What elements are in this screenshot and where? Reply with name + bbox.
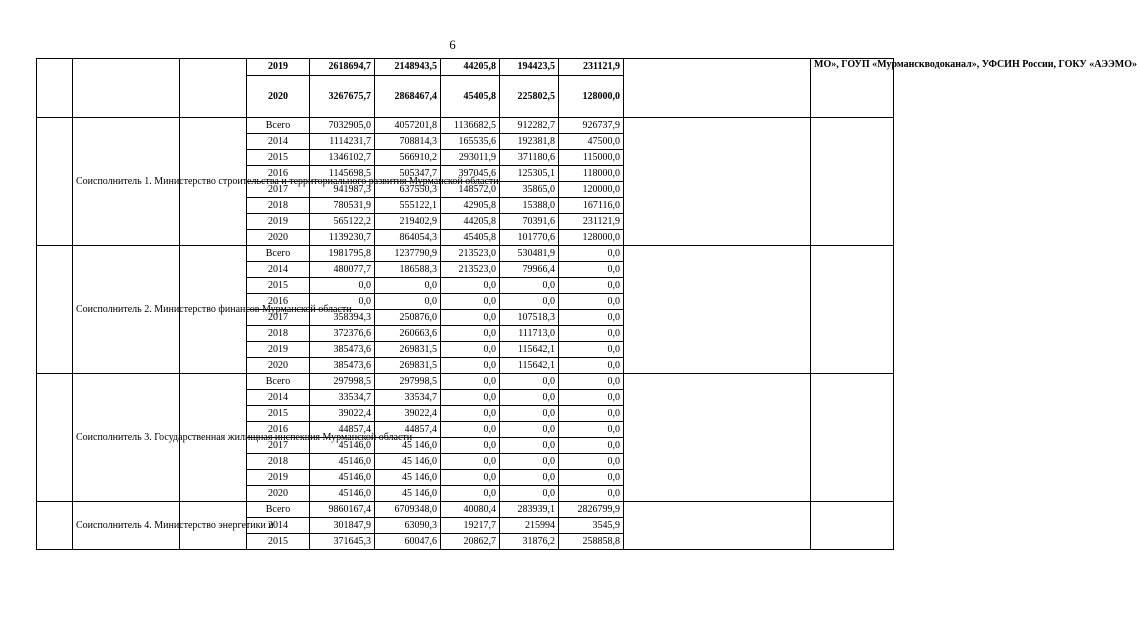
table-row [37,59,894,76]
amount-cell: 912282,7 [500,118,559,134]
amount-cell: 44205,8 [441,214,500,230]
amount-cell: 0,0 [441,454,500,470]
amount-cell: 0,0 [559,278,624,294]
amount-cell: 45146,0 [310,486,375,502]
amount-cell: 44205,8 [441,59,500,76]
amount-cell: 60047,6 [375,534,441,550]
amount-cell: 3545,9 [559,518,624,534]
amount-cell: 397045,6 [441,166,500,182]
amount-cell: 0,0 [559,422,624,438]
amount-cell: 167116,0 [559,198,624,214]
amount-cell: 566910,2 [375,150,441,166]
amount-cell: 0,0 [559,310,624,326]
empty-cell [180,59,247,118]
empty-cell [811,374,894,502]
amount-cell: 107518,3 [500,310,559,326]
amount-cell: 250876,0 [375,310,441,326]
amount-cell: 225802,5 [500,76,559,118]
amount-cell: 0,0 [500,374,559,390]
amount-cell: 35865,0 [500,182,559,198]
amount-cell: 186588,3 [375,262,441,278]
amount-cell: 115642,1 [500,342,559,358]
amount-cell: 0,0 [500,278,559,294]
amount-cell: 2618694,7 [310,59,375,76]
year-cell: 2019 [247,342,310,358]
amount-cell: 45146,0 [310,454,375,470]
empty-cell [624,118,811,246]
amount-cell: 45 146,0 [375,486,441,502]
amount-cell: 565122,2 [310,214,375,230]
amount-cell: 0,0 [559,454,624,470]
amount-cell: 1145698,5 [310,166,375,182]
index-cell [37,502,73,550]
amount-cell: 219402,9 [375,214,441,230]
amount-cell: 33534,7 [375,390,441,406]
amount-cell: 0,0 [441,294,500,310]
amount-cell: 165535,6 [441,134,500,150]
amount-cell: 0,0 [441,310,500,326]
amount-cell: 0,0 [559,294,624,310]
amount-cell: 45146,0 [310,438,375,454]
amount-cell: 555122,1 [375,198,441,214]
amount-cell: 213523,0 [441,262,500,278]
year-cell: 2020 [247,486,310,502]
amount-cell: 283939,1 [500,502,559,518]
amount-cell: 47500,0 [559,134,624,150]
amount-cell: 926737,9 [559,118,624,134]
amount-cell: 385473,6 [310,358,375,374]
amount-cell: 269831,5 [375,358,441,374]
amount-cell: 101770,6 [500,230,559,246]
amount-cell: 0,0 [441,326,500,342]
empty-cell [624,502,811,550]
empty-cell [624,374,811,502]
year-cell: 2017 [247,438,310,454]
amount-cell: 0,0 [441,470,500,486]
amount-cell: 128000,0 [559,230,624,246]
amount-cell: 45 146,0 [375,470,441,486]
amount-cell: 111713,0 [500,326,559,342]
amount-cell: 148572,0 [441,182,500,198]
amount-cell: 0,0 [559,470,624,486]
amount-cell: 0,0 [559,358,624,374]
year-cell: 2020 [247,230,310,246]
amount-cell: 0,0 [441,374,500,390]
amount-cell: 0,0 [559,326,624,342]
amount-cell: 33534,7 [310,390,375,406]
amount-cell: 45405,8 [441,76,500,118]
amount-cell: 0,0 [441,342,500,358]
amount-cell: 125305,1 [500,166,559,182]
year-cell: 2020 [247,76,310,118]
amount-cell: 385473,6 [310,342,375,358]
year-cell: 2016 [247,422,310,438]
executor-note: МО», ГОУП «Мурманскводоканал», УФСИН России, ГОКУ «АЭЭМО» [811,59,894,118]
co-executor-label: Соисполнитель 4. Министерство энергетики и [73,502,180,550]
amount-cell: 0,0 [500,470,559,486]
year-cell: 2018 [247,454,310,470]
co-executor-label: Соисполнитель 1. Министерство строительства и территориального развития Мурманской области [73,118,180,246]
year-cell: 2015 [247,534,310,550]
year-cell: 2019 [247,470,310,486]
amount-cell: 941987,3 [310,182,375,198]
amount-cell: 0,0 [500,486,559,502]
amount-cell: 63090,3 [375,518,441,534]
year-cell: 2015 [247,150,310,166]
amount-cell: 269831,5 [375,342,441,358]
empty-cell [811,502,894,550]
amount-cell: 0,0 [500,390,559,406]
amount-cell: 39022,4 [375,406,441,422]
year-cell: 2015 [247,278,310,294]
amount-cell: 118000,0 [559,166,624,182]
amount-cell: 2868467,4 [375,76,441,118]
amount-cell: 1136682,5 [441,118,500,134]
year-cell: 2015 [247,406,310,422]
amount-cell: 505347,7 [375,166,441,182]
empty-cell [624,59,811,118]
co-executor-label: Соисполнитель 2. Министерство финансов Мурманской области [73,246,180,374]
amount-cell: 1139230,7 [310,230,375,246]
amount-cell: 45146,0 [310,470,375,486]
table-row [37,374,894,390]
amount-cell: 19217,7 [441,518,500,534]
amount-cell: 115642,1 [500,358,559,374]
amount-cell: 215994 [500,518,559,534]
amount-cell: 4057201,8 [375,118,441,134]
amount-cell: 194423,5 [500,59,559,76]
amount-cell: 0,0 [500,406,559,422]
amount-cell: 297998,5 [310,374,375,390]
empty-cell [811,118,894,246]
amount-cell: 128000,0 [559,76,624,118]
amount-cell: 371180,6 [500,150,559,166]
amount-cell: 0,0 [441,278,500,294]
amount-cell: 213523,0 [441,246,500,262]
year-cell: 2019 [247,59,310,76]
amount-cell: 2826799,9 [559,502,624,518]
amount-cell: 45 146,0 [375,454,441,470]
table-row [37,246,894,262]
year-cell: Всего [247,118,310,134]
year-cell: 2016 [247,166,310,182]
amount-cell: 1346102,7 [310,150,375,166]
amount-cell: 115000,0 [559,150,624,166]
year-cell: 2018 [247,326,310,342]
amount-cell: 1981795,8 [310,246,375,262]
year-cell: Всего [247,502,310,518]
amount-cell: 0,0 [559,246,624,262]
table-body [37,59,1137,550]
amount-cell: 0,0 [375,278,441,294]
amount-cell: 480077,7 [310,262,375,278]
amount-cell: 2148943,5 [375,59,441,76]
empty-cell [811,246,894,374]
amount-cell: 0,0 [500,454,559,470]
amount-cell: 0,0 [441,438,500,454]
amount-cell: 44857,4 [375,422,441,438]
co-executor-label: Соисполнитель 3. Государственная жилищная инспекция Мурманской области [73,374,180,502]
amount-cell: 42905,8 [441,198,500,214]
financing-table [36,58,1137,550]
year-cell: 2014 [247,518,310,534]
amount-cell: 0,0 [375,294,441,310]
amount-cell: 708814,3 [375,134,441,150]
year-cell: 2017 [247,182,310,198]
year-cell: Всего [247,246,310,262]
amount-cell: 0,0 [559,406,624,422]
amount-cell: 45405,8 [441,230,500,246]
amount-cell: 0,0 [441,406,500,422]
amount-cell: 780531,9 [310,198,375,214]
amount-cell: 7032905,0 [310,118,375,134]
amount-cell: 358394,3 [310,310,375,326]
year-cell: 2014 [247,390,310,406]
year-cell: Всего [247,374,310,390]
index-cell [37,59,73,118]
year-cell: 2014 [247,134,310,150]
amount-cell: 293011,9 [441,150,500,166]
amount-cell: 0,0 [559,390,624,406]
amount-cell: 258858,8 [559,534,624,550]
page-number: 6 [449,37,456,52]
amount-cell: 231121,9 [559,214,624,230]
amount-cell: 44857,4 [310,422,375,438]
amount-cell: 15388,0 [500,198,559,214]
amount-cell: 637550,3 [375,182,441,198]
amount-cell: 20862,7 [441,534,500,550]
amount-cell: 0,0 [500,438,559,454]
amount-cell: 0,0 [441,486,500,502]
amount-cell: 372376,6 [310,326,375,342]
year-cell: 2019 [247,214,310,230]
year-cell: 2017 [247,310,310,326]
amount-cell: 31876,2 [500,534,559,550]
amount-cell: 864054,3 [375,230,441,246]
amount-cell: 0,0 [441,358,500,374]
year-cell: 2016 [247,294,310,310]
amount-cell: 371645,3 [310,534,375,550]
amount-cell: 301847,9 [310,518,375,534]
amount-cell: 0,0 [500,294,559,310]
empty-cell [624,246,811,374]
amount-cell: 40080,4 [441,502,500,518]
amount-cell: 3267675,7 [310,76,375,118]
table-row [37,118,894,134]
amount-cell: 79966,4 [500,262,559,278]
amount-cell: 1114231,7 [310,134,375,150]
label-cell [73,59,180,118]
amount-cell: 70391,6 [500,214,559,230]
amount-cell: 9860167,4 [310,502,375,518]
amount-cell: 0,0 [559,262,624,278]
amount-cell: 6709348,0 [375,502,441,518]
year-cell: 2014 [247,262,310,278]
index-cell [37,246,73,374]
amount-cell: 0,0 [310,294,375,310]
amount-cell: 0,0 [559,342,624,358]
amount-cell: 120000,0 [559,182,624,198]
amount-cell: 39022,4 [310,406,375,422]
amount-cell: 45 146,0 [375,438,441,454]
amount-cell: 1237790,9 [375,246,441,262]
amount-cell: 0,0 [441,422,500,438]
table-row [37,502,894,518]
year-cell: 2018 [247,198,310,214]
amount-cell: 0,0 [310,278,375,294]
amount-cell: 0,0 [441,390,500,406]
amount-cell: 297998,5 [375,374,441,390]
amount-cell: 0,0 [500,422,559,438]
amount-cell: 231121,9 [559,59,624,76]
amount-cell: 530481,9 [500,246,559,262]
year-cell: 2020 [247,358,310,374]
amount-cell: 0,0 [559,486,624,502]
index-cell [37,118,73,246]
index-cell [37,374,73,502]
amount-cell: 260663,6 [375,326,441,342]
amount-cell: 192381,8 [500,134,559,150]
amount-cell: 0,0 [559,374,624,390]
amount-cell: 0,0 [559,438,624,454]
